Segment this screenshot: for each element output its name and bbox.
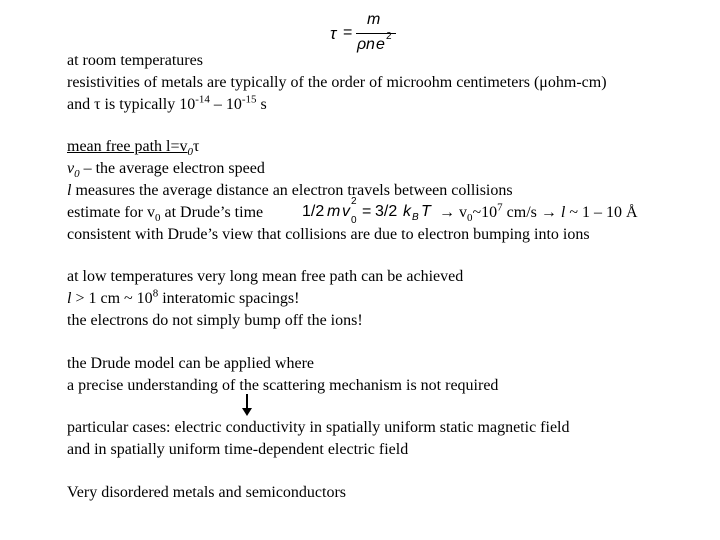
rho-symbol: ρ [357, 36, 367, 53]
text-line: consistent with Drude’s view that collisions are due to electron bumping into ions [67, 226, 590, 243]
text-line: l > 1 cm ~ $10^8$ interatomic spacings! [67, 287, 300, 307]
mean-free-path-line: mean free path $l=v_0\tau$ [67, 138, 200, 159]
text-line: resistivities of metals are typically of the order of microohm centimeters (μohm-cm) [67, 74, 607, 91]
text-line: at room temperatures [67, 52, 203, 69]
text-line: the Drude model can be applied where [67, 355, 315, 372]
text-line: particular cases: electric conductivity in spatially uniform static magnetic field [67, 419, 570, 436]
text-line: the electrons do not simply bump off the ions! [67, 312, 363, 329]
text-line: $v_0$ – the average electron speed [67, 160, 265, 181]
text-line: a precise understanding of the scattering mechanism is not required [67, 377, 499, 394]
text-line: at low temperatures very long mean free path can be achieved [67, 268, 464, 285]
zero-subscript: 0 [351, 215, 357, 226]
e-symbol: e [376, 36, 385, 53]
square-exponent: 2 [351, 196, 357, 207]
text-line: Very disordered metals and semiconductors [67, 484, 347, 501]
energy-equals: = [362, 203, 372, 220]
one-half: 1/2 [302, 203, 325, 220]
v-symbol: v [342, 203, 350, 220]
n-symbol: n [366, 36, 375, 53]
m-symbol: m [327, 203, 341, 220]
e-exponent: 2 [386, 31, 392, 42]
tau-symbol: τ [330, 24, 337, 43]
k-symbol: k [403, 203, 411, 220]
b-subscript: B [412, 212, 419, 223]
tau-numerator: m [367, 11, 381, 28]
text-line: and τ is typically $10^{-14} - 10^{-15}$ s [67, 93, 267, 113]
tau-equals: = [343, 24, 353, 41]
three-half: 3/2 [375, 203, 398, 220]
text-line: → $v_0\sim 10^7$ cm/s → l ~ 1 – 10 Å [439, 201, 638, 225]
text-line: l measures the average distance an electron travels between collisions [67, 182, 513, 199]
text-line: and in spatially uniform time-dependent electric field [67, 441, 409, 458]
t-symbol: T [421, 203, 431, 220]
text-line: estimate for $v_0$ at Drude’s time [67, 204, 264, 225]
